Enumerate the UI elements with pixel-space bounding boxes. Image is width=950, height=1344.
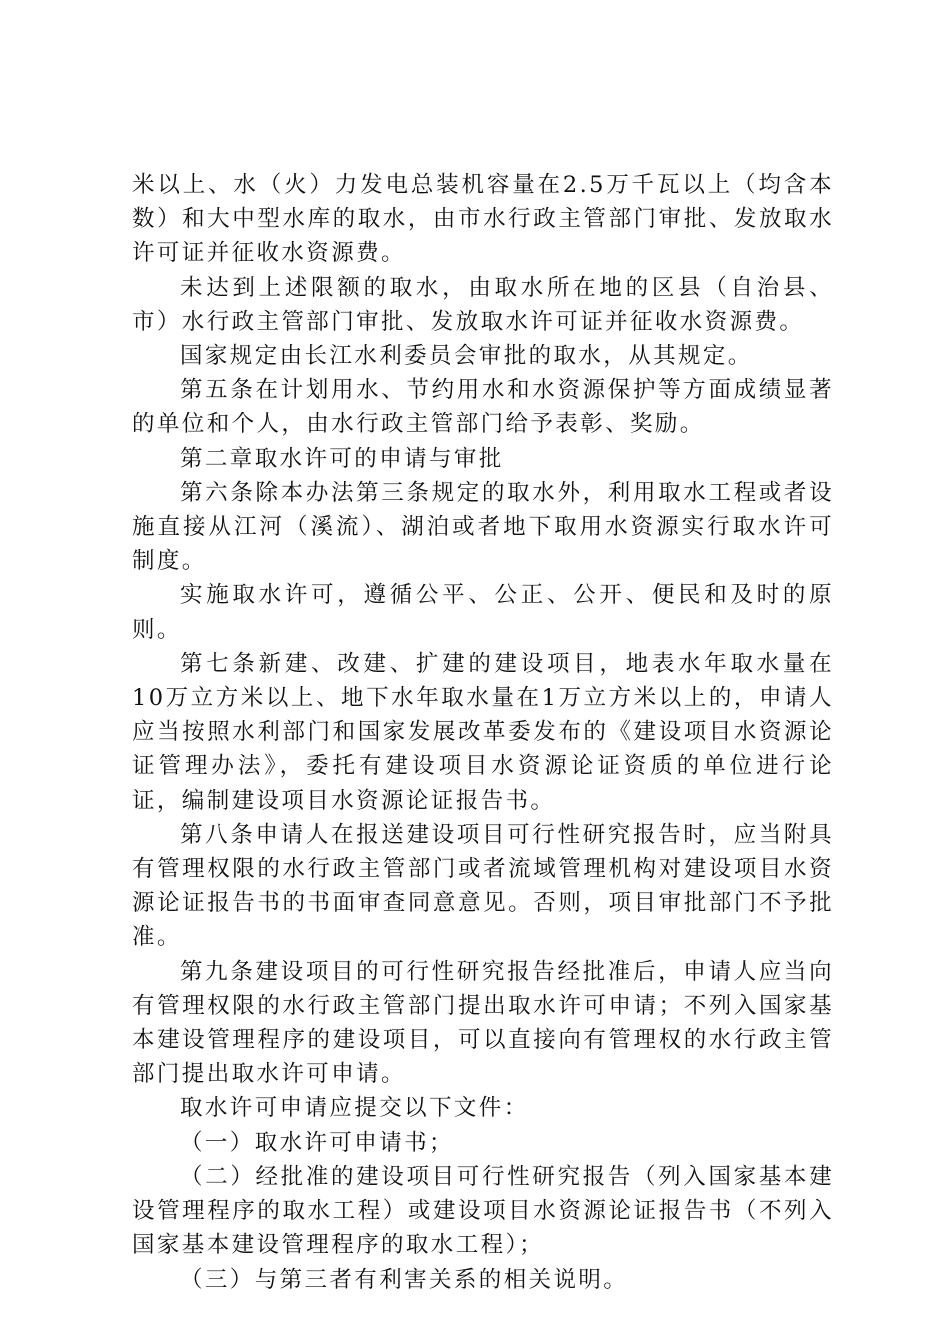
paragraph-3: 国家规定由长江水利委员会审批的取水，从其规定。 [180, 343, 753, 370]
article-8: 第八条申请人在报送建设项目可行性研究报告时，应当附具有管理权限的水行政主管部门或者流域管理机构对建设项目水资源论证报告书的书面审查同意意见。否则，项目审批部门不予批准。 [132, 821, 834, 951]
article-9: 第九条建设项目的可行性研究报告经批准后，申请人应当向有管理权限的水行政主管部门提出取水许可申请；不列入国家基本建设管理程序的建设项目，可以直接向有管理权的水行政主管部门提出取水许可申请。 [132, 958, 834, 1088]
article-5: 第五条在计划用水、节约用水和水资源保护等方面成绩显著的单位和个人，由水行政主管部门给予表彰、奖励。 [132, 377, 834, 438]
paragraph-1: 米以上、水（火）力发电总装机容量在2.5万千瓦以上（均含本数）和大中型水库的取水，由市水行政主管部门审批、发放取水许可证并征收水资源费。 [132, 172, 834, 267]
chapter-2-heading: 第二章取水许可的申请与审批 [180, 445, 504, 472]
document-body [132, 168, 834, 1297]
article-7: 第七条新建、改建、扩建的建设项目，地表水年取水量在10万立方米以上、地下水年取水量在1万立方米以上的，申请人应当按照水利部门和国家发展改革委发布的《建设项目水资源论证管理办法》，委托有建设项目水资源论证资质的单位进行论证，编制建设项目水资源论证报告书。 [132, 650, 834, 814]
list-item-2: （二）经批准的建设项目可行性研究报告（列入国家基本建设管理程序的取水工程）或建设项目水资源论证报告书（不列入国家基本建设管理程序的取水工程）； [132, 1163, 834, 1259]
list-item-1: （一）取水许可申请书； [180, 1129, 454, 1156]
documents-intro: 取水许可申请应提交以下文件： [180, 1095, 529, 1122]
paragraph-2: 未达到上述限额的取水，由取水所在地的区县（自治县、市）水行政主管部门审批、发放取水许可证并征收水资源费。 [132, 274, 834, 335]
article-6: 第六条除本办法第三条规定的取水外，利用取水工程或者设施直接从江河（溪流）、湖泊或者地下取用水资源实行取水许可制度。 [132, 479, 834, 575]
list-item-3: （三）与第三者有利害关系的相关说明。 [180, 1266, 629, 1293]
paragraph-principles: 实施取水许可，遵循公平、公正、公开、便民和及时的原则。 [132, 582, 834, 643]
